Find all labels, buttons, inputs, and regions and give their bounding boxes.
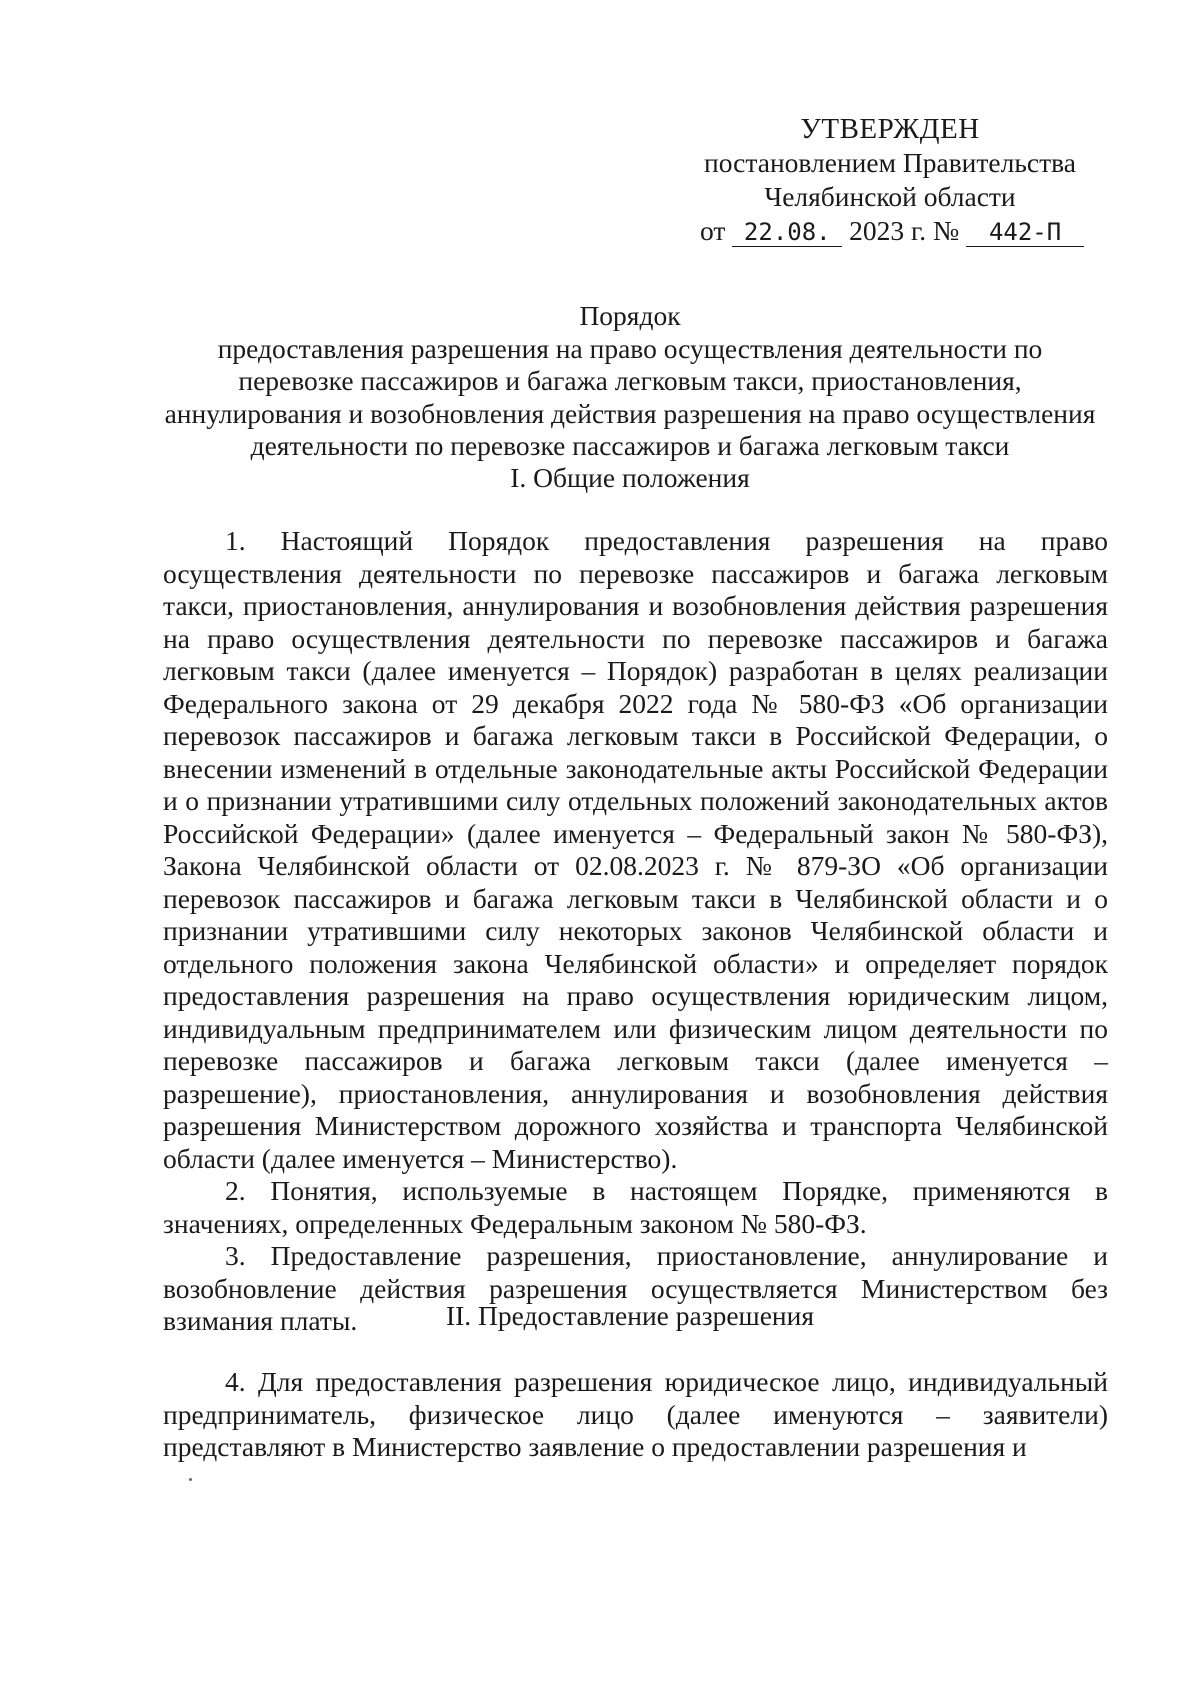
paragraph-1: 1. Настоящий Порядок предоставления разрешения на право осуществления деятельности по перевозке пассажиров и багажа легковым такси, приостановления, аннулирования и возобновления действия разрешения на право осуществления деятельности по перевозке пассажиров и багажа легковым такси (далее именуется – Порядок) разработан в целях реализации Федерального закона от 29 декабря 2022 года № 580-ФЗ «Об организации перевозок пассажиров и багажа легковым такси в Российской Федерации, о внесении изменений в отдельные законодательные акты Российской Федерации и о признании утратившими силу отдельных положений законодательных актов Российской Федерации» (далее именуется – Федеральный закон № 580-ФЗ), Закона Челябинской области от 02.08.2023 г. № 879-ЗО «Об организации перевозок пассажиров и багажа легковым такси в Челябинской области и о признании утратившими силу некоторых законов Челябинской области и отдельного положения закона Челябинской области» и определяет порядок предоставления разрешения на право осуществления юридическим лицом, индивидуальным предпринимателем или физическим лицом деятельности по перевозке пассажиров и багажа легковым такси (далее именуется – разрешение), приостановления, аннулирования и возобновления действия разрешения Министерством дорожного хозяйства и транспорта Челябинской области (далее именуется – Министерство). <box>163 525 1108 1174</box>
title-line-1: Порядок <box>579 300 681 331</box>
title-line-5: деятельности по перевозке пассажиров и багажа легковым такси <box>250 430 1010 461</box>
document-title <box>150 300 1110 463</box>
paragraph-2: 2. Понятия, используемые в настоящем Порядке, применяются в значениях, определенных Федеральным законом № 580-ФЗ. <box>163 1175 1108 1239</box>
title-line-3: перевозке пассажиров и багажа легковым такси, приостановления, <box>238 365 1022 396</box>
approval-stamp <box>700 112 1080 248</box>
approval-line-2: Челябинской области <box>764 181 1016 212</box>
date-value: 22.08. <box>732 218 842 247</box>
paragraph-3: 3. Предоставление разрешения, приостановление, аннулирование и возобновление действия разрешения осуществляется Министерством без взимания платы. <box>163 1240 1108 1336</box>
title-line-2: предоставления разрешения на право осуществления деятельности по <box>217 332 1043 364</box>
approval-line-1: постановлением Правительства <box>704 147 1076 178</box>
date-year: 2023 г. № <box>849 215 960 246</box>
section-1-heading: I. Общие положения <box>510 462 750 493</box>
scan-speck <box>189 1478 192 1481</box>
section-2-body <box>163 1366 1108 1464</box>
document-number: 442-П <box>966 218 1084 247</box>
date-prefix: от <box>700 215 726 246</box>
paragraph-4: 4. Для предоставления разрешения юридическое лицо, индивидуальный предприниматель, физическое лицо (далее именуются – заявители) представляют в Министерство заявление о предоставлении разрешения и <box>163 1366 1108 1462</box>
approval-date-line <box>700 214 1080 248</box>
section-2-heading: II. Предоставление разрешения <box>445 1300 814 1331</box>
approval-heading: УТВЕРЖДЕН <box>800 113 980 145</box>
title-line-4: аннулирования и возобновления действия разрешения на право осуществления <box>164 397 1096 429</box>
section-1-body <box>163 525 1108 1338</box>
